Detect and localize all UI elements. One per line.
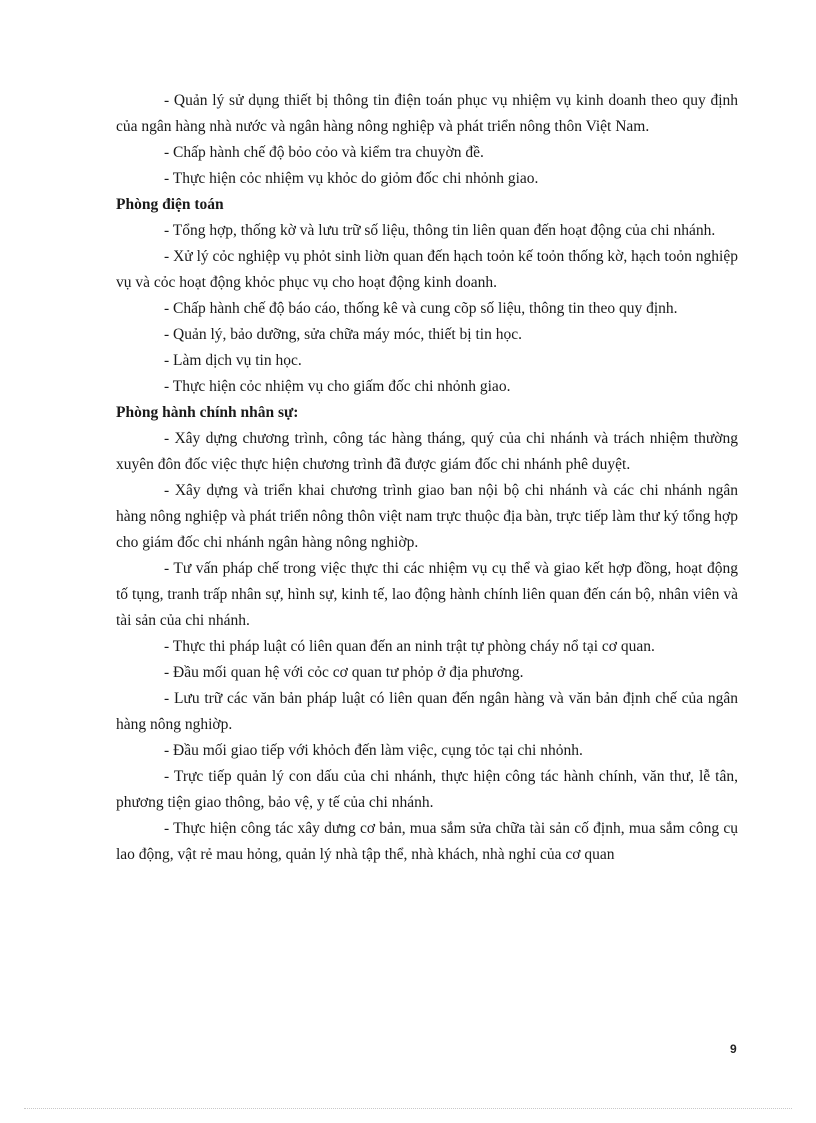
list-item: - Đầu mối quan hệ với cỏc cơ quan tư phỏp ở địa phương. bbox=[164, 664, 524, 681]
list-item: - Xây dựng và triển khai chương trình giao ban nội bộ chi nhánh và các chi nhánh ngân hàng nông nghiệp và phát triển nông thôn việt nam trực thuộc địa bàn, trực tiếp làm thư ký tổng hợp cho giám đốc chi nhánh ngân hàng nông nghiờp. bbox=[116, 482, 738, 551]
list-item: - Tư vấn pháp chế trong việc thực thi các nhiệm vụ cụ thể và giao kết hợp đồng, hoạt động tố tụng, tranh trấp nhân sự, hình sự, kinh tế, lao động hành chính liên quan đến cán bộ, nhân viên và tài sản của chi nhánh. bbox=[116, 560, 738, 629]
list-item: - Quản lý, bảo dưỡng, sửa chữa máy móc, thiết bị tin học. bbox=[164, 326, 522, 343]
list-item: - Trực tiếp quản lý con dấu của chi nhánh, thực hiện công tác hành chính, văn thư, lễ tân, phương tiện giao thông, bảo vệ, y tế của chi nhánh. bbox=[116, 768, 738, 811]
list-item: - Làm dịch vụ tin học. bbox=[164, 352, 302, 369]
list-item: - Chấp hành chế độ báo cáo, thống kê và cung cõp số liệu, thông tin theo quy định. bbox=[164, 300, 678, 317]
page-number: 9 bbox=[730, 1042, 737, 1056]
list-item: - Thực hiện công tác xây dưng cơ bản, mua sắm sửa chữa tài sản cố định, mua sắm công cụ lao động, vật rẻ mau hỏng, quản lý nhà tập thể, nhà khách, nhà nghỉ của cơ quan bbox=[116, 820, 738, 863]
list-item: - Lưu trữ các văn bản pháp luật có liên quan đến ngân hàng và văn bản định chế của ngân hàng nông nghiờp. bbox=[116, 690, 738, 733]
list-item: - Thực thi pháp luật có liên quan đến an ninh trật tự phòng cháy nổ tại cơ quan. bbox=[164, 638, 655, 655]
section-heading-hr-department: Phòng hành chính nhân sự: bbox=[116, 404, 299, 421]
list-item: - Xây dựng chương trình, công tác hàng tháng, quý của chi nhánh và trách nhiệm thường xuyên đôn đốc việc thực hiện chương trình đã được giám đốc chi nhánh phê duyệt. bbox=[116, 430, 738, 473]
page-bottom-divider bbox=[24, 1108, 792, 1109]
list-item: - Xử lý cỏc nghiệp vụ phỏt sinh liờn quan đến hạch toỏn kế toỏn thống kờ, hạch toỏn nghiệp vụ và cỏc hoạt động khỏc phục vụ cho hoạt động kinh doanh. bbox=[116, 248, 738, 291]
list-item: - Thực hiện cỏc nhiệm vụ cho giấm đốc chi nhỏnh giao. bbox=[164, 378, 511, 395]
section-heading-it-department: Phòng điện toán bbox=[116, 196, 224, 213]
intro-item: - Chấp hành chế độ bỏo cỏo và kiểm tra chuyờn đề. bbox=[164, 144, 484, 161]
list-item: - Đầu mối giao tiếp với khỏch đến làm việc, cụng tỏc tại chi nhỏnh. bbox=[164, 742, 583, 759]
list-item: - Tổng hợp, thống kờ và lưu trữ số liệu, thông tin liên quan đến hoạt động của chi nhánh. bbox=[164, 222, 716, 239]
intro-item: - Quản lý sử dụng thiết bị thông tin điện toán phục vụ nhiệm vụ kinh doanh theo quy định của ngân hàng nhà nước và ngân hàng nông nghiệp và phát triển nông thôn Việt Nam. bbox=[116, 92, 738, 135]
intro-item: - Thực hiện cỏc nhiệm vụ khỏc do giỏm đốc chi nhỏnh giao. bbox=[164, 170, 539, 187]
document-body bbox=[116, 88, 738, 868]
